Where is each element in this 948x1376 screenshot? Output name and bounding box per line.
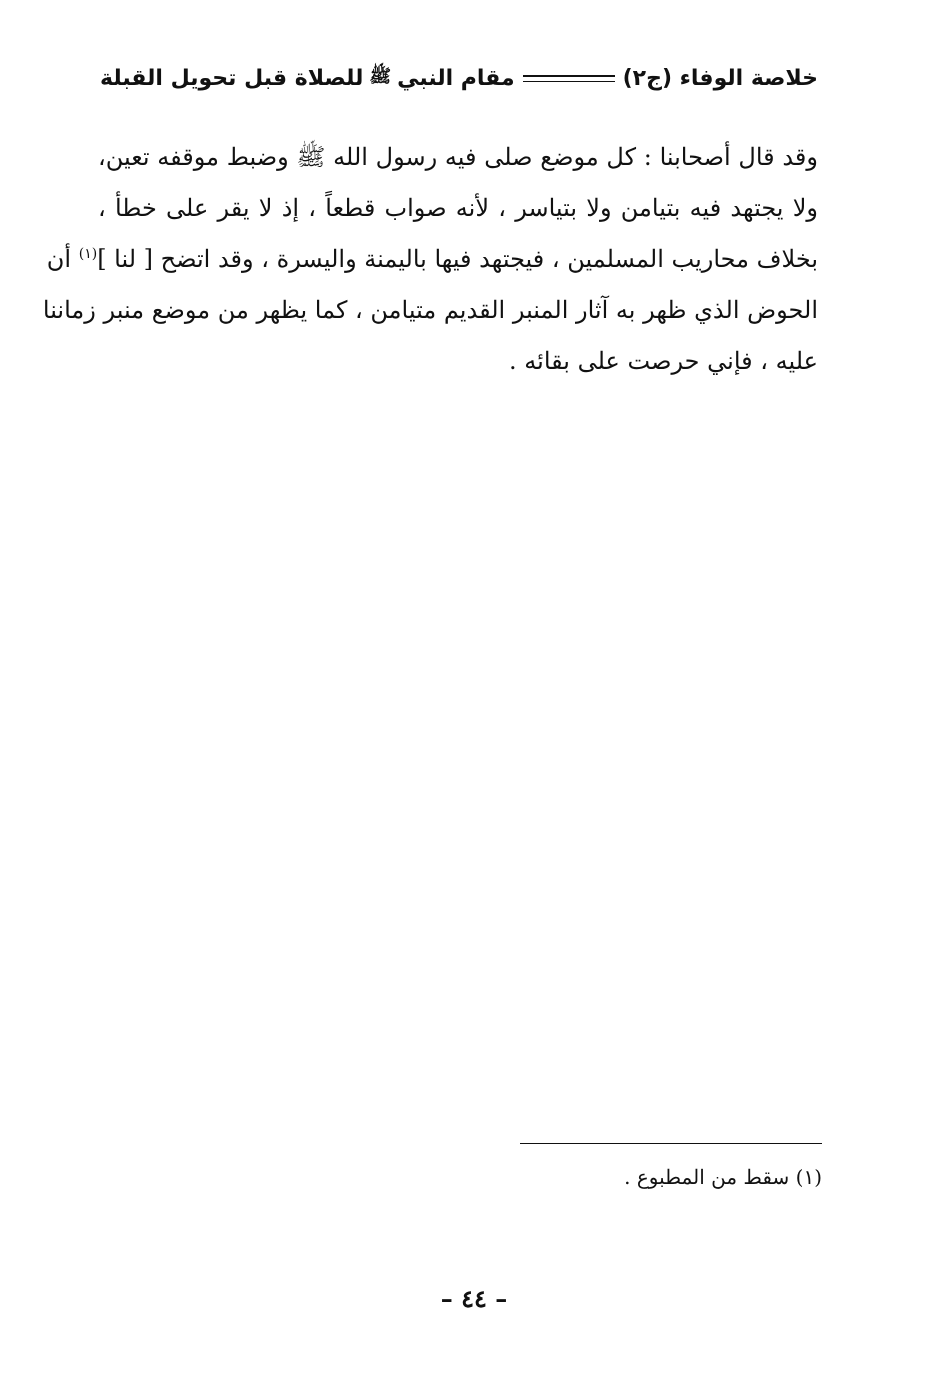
paragraph-line: عليه ، فإني حرصت على بقائه .: [509, 347, 818, 375]
header-book-title: [623, 66, 818, 91]
header-chapter-text-2: للصلاة قبل تحويل القبلة: [100, 65, 364, 91]
footnote-text: سقط من المطبوع .: [624, 1165, 790, 1189]
paragraph-line: وقد قال أصحابنا : كل موضع صلى فيه رسول الله ﷺ وضبط موقفه تعين،: [98, 143, 818, 171]
header-chapter-text-1: مقام النبي: [397, 65, 515, 91]
header-rule: [523, 75, 615, 82]
running-header: [100, 60, 818, 96]
paragraph-line: الحوض الذي ظهر به آثار المنبر القديم متيامن ، كما يظهر من موضع منبر زماننا: [42, 296, 818, 324]
paragraph-line: ولا يجتهد فيه بتيامن ولا بتياسر ، لأنه صواب قطعاً ، إذ لا يقر على خطأ ،: [98, 194, 818, 222]
page-number: – ٤٤ –: [440, 1284, 508, 1313]
footnote-separator: [520, 1143, 822, 1144]
footnote: [500, 1162, 822, 1192]
paragraph-line: [46, 234, 818, 285]
header-book-title-text: خلاصة الوفاء (ج٢): [622, 65, 818, 91]
main-paragraph: [42, 132, 818, 387]
footnote-marker: (١): [795, 1165, 822, 1189]
footnote-reference: (١): [78, 246, 98, 262]
honorific-glyph: ﷺ: [369, 66, 392, 87]
paragraph-line-text: بخلاف محاريب المسلمين ، فيجتهد فيها باليمنة واليسرة ، وقد اتضح [ لنا ]: [97, 245, 818, 273]
paragraph-line-tail: أن: [46, 245, 72, 273]
header-chapter-title: [100, 65, 515, 91]
